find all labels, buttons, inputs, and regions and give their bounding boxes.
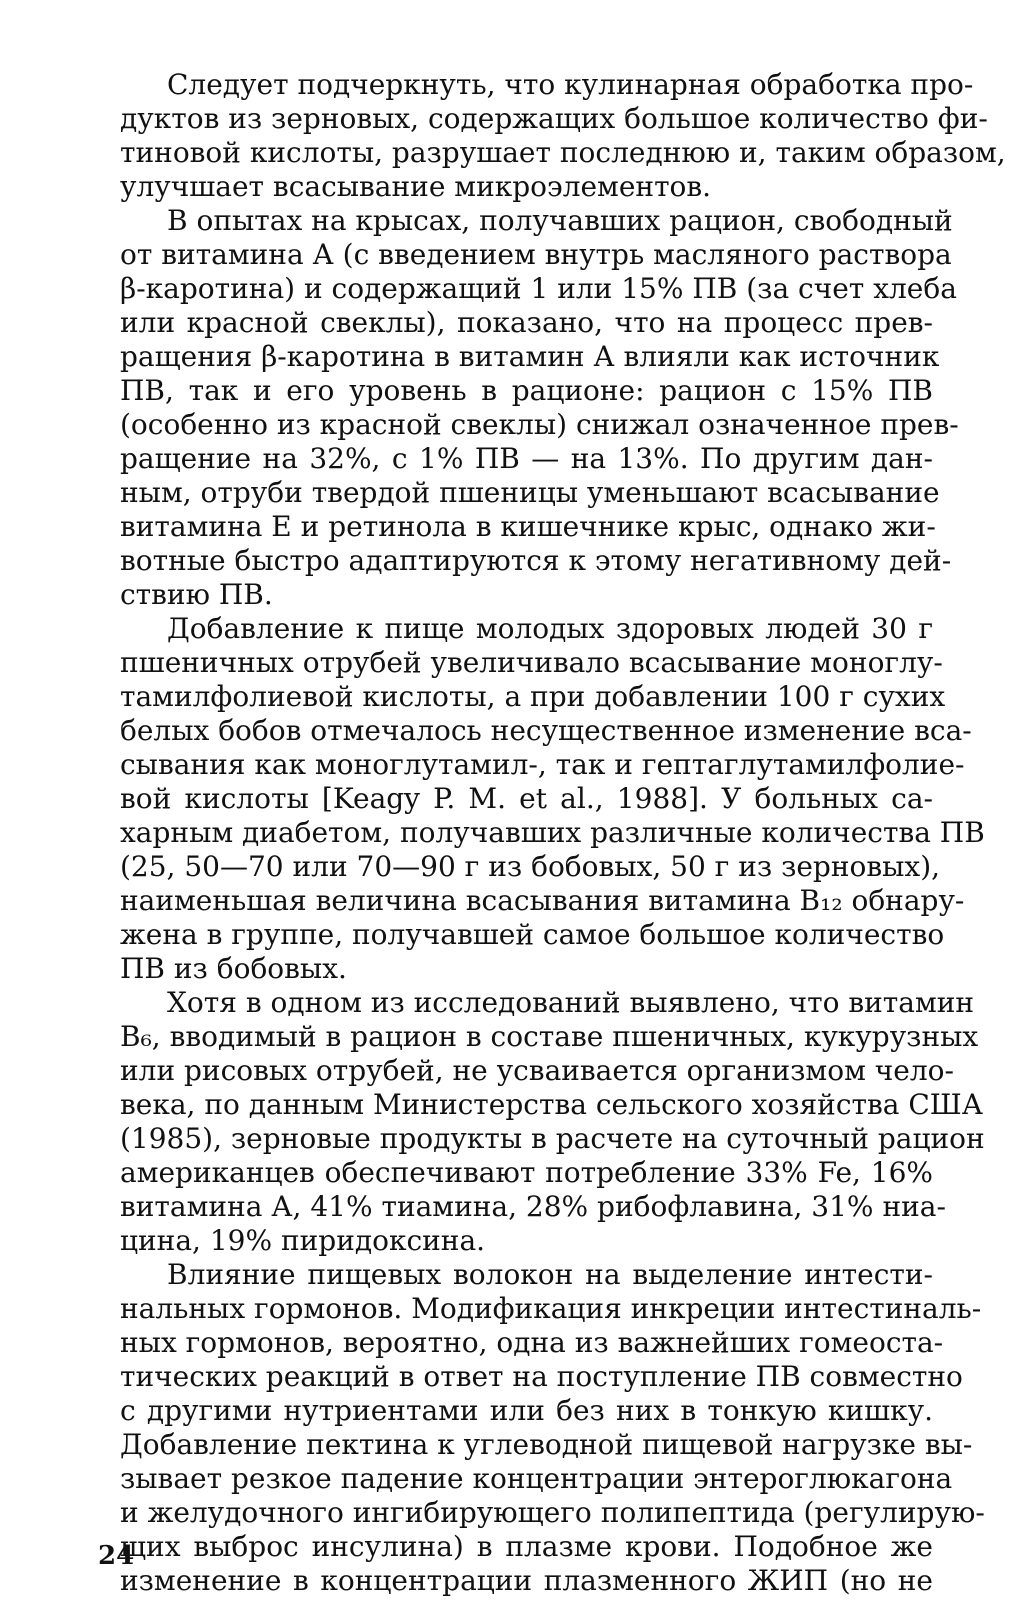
text-line: века, по данным Министерства сельского хозяйства США <box>120 1088 983 1121</box>
text-line: улучшает всасывание микроэлементов. <box>120 170 712 203</box>
text-line: B₆, вводимый в рацион в составе пшеничных, кукурузных <box>120 1020 979 1053</box>
text-line: витамина А, 41% тиамина, 28% рибофлавина, 31% ниа- <box>120 1190 946 1223</box>
paragraph <box>120 612 985 986</box>
text-line: белых бобов отмечалось несущественное изменение вса- <box>120 714 972 747</box>
text-line: наименьшая величина всасывания витамина B₁₂ обнару- <box>120 884 965 917</box>
text-line: с другими нутриентами или без них в тонкую кишку. <box>120 1394 933 1427</box>
text-line: ПВ из бобовых. <box>120 952 347 985</box>
text-line: пшеничных отрубей увеличивало всасывание моноглу- <box>120 646 943 679</box>
text-line: ПВ, так и его уровень в рационе: рацион с 15% ПВ <box>120 374 933 407</box>
text-line: ращение на 32%, с 1% ПВ — на 13%. По другим дан- <box>120 442 933 475</box>
body-text <box>120 68 1006 1598</box>
text-line: (25, 50—70 или 70—90 г из бобовых, 50 г из зерновых), <box>120 850 941 883</box>
text-line: тиновой кислоты, разрушает последнюю и, таким образом, <box>120 136 1006 169</box>
text-line: цина, 19% пиридоксина. <box>120 1224 486 1257</box>
text-line: и желудочного ингибирующего полипептида (регулирую- <box>120 1496 985 1529</box>
text-line: (особенно из красной свеклы) снижал означенное прев- <box>120 408 959 441</box>
paragraph <box>120 204 959 612</box>
text-line: американцев обеспечивают потребление 33% Fe, 16% <box>120 1156 933 1189</box>
text-line: (1985), зерновые продукты в расчете на суточный рацион <box>120 1122 985 1155</box>
text-line: или рисовых отрубей, не усваивается организмом чело- <box>120 1054 954 1087</box>
text-line: Влияние пищевых волокон на выделение интести- <box>167 1258 933 1291</box>
paragraph <box>120 986 985 1258</box>
text-line: вой кислоты [Keagy P. M. et al., 1988]. У больных са- <box>120 782 933 815</box>
text-line: харным диабетом, получавших различные количества ПВ <box>120 816 985 849</box>
text-line: β-каротина) и содержащий 1 или 15% ПВ (за счет хлеба <box>120 272 957 305</box>
text-line: щих выброс инсулина) в плазме крови. Подобное же <box>120 1530 933 1563</box>
text-line: тических реакций в ответ на поступление ПВ совместно <box>120 1360 963 1393</box>
text-line: Добавление пектина к углеводной пищевой нагрузке вы- <box>120 1428 973 1461</box>
text-line: вотные быстро адаптируются к этому негативному дей- <box>120 544 952 577</box>
text-line: от витамина А (с введением внутрь масляного раствора <box>120 238 952 271</box>
text-line: жена в группе, получавшей самое большое количество <box>120 918 945 951</box>
text-line: В опытах на крысах, получавших рацион, свободный <box>167 204 953 237</box>
text-line: зывает резкое падение концентрации энтероглюкагона <box>120 1462 953 1495</box>
text-line: Хотя в одном из исследований выявлено, что витамин <box>167 986 975 1019</box>
text-line: Следует подчеркнуть, что кулинарная обработка про- <box>167 68 974 101</box>
text-line: нальных гормонов. Модификация инкреции интестиналь- <box>120 1292 982 1325</box>
paragraph <box>120 68 1006 204</box>
text-line: тамилфолиевой кислоты, а при добавлении 100 г сухих <box>120 680 946 713</box>
page-number: 24 <box>98 1541 135 1571</box>
text-line: витамина Е и ретинола в кишечнике крыс, однако жи- <box>120 510 936 543</box>
text-line: ных гормонов, вероятно, одна из важнейших гомеоста- <box>120 1326 944 1359</box>
text-line: сывания как моноглутамил-, так и гептаглутамилфолие- <box>120 748 965 781</box>
text-line: ствию ПВ. <box>120 578 273 611</box>
text-line: ным, отруби твердой пшеницы уменьшают всасывание <box>120 476 940 509</box>
paragraph <box>120 1258 985 1598</box>
text-line: ращения β-каротина в витамин А влияли как источник <box>120 340 940 373</box>
text-line: или красной свеклы), показано, что на процесс прев- <box>120 306 933 339</box>
text-line: изменение в концентрации плазменного ЖИП (но не <box>120 1564 933 1597</box>
text-line: дуктов из зерновых, содержащих большое количество фи- <box>120 102 988 135</box>
text-line: Добавление к пище молодых здоровых людей 30 г <box>167 612 933 645</box>
